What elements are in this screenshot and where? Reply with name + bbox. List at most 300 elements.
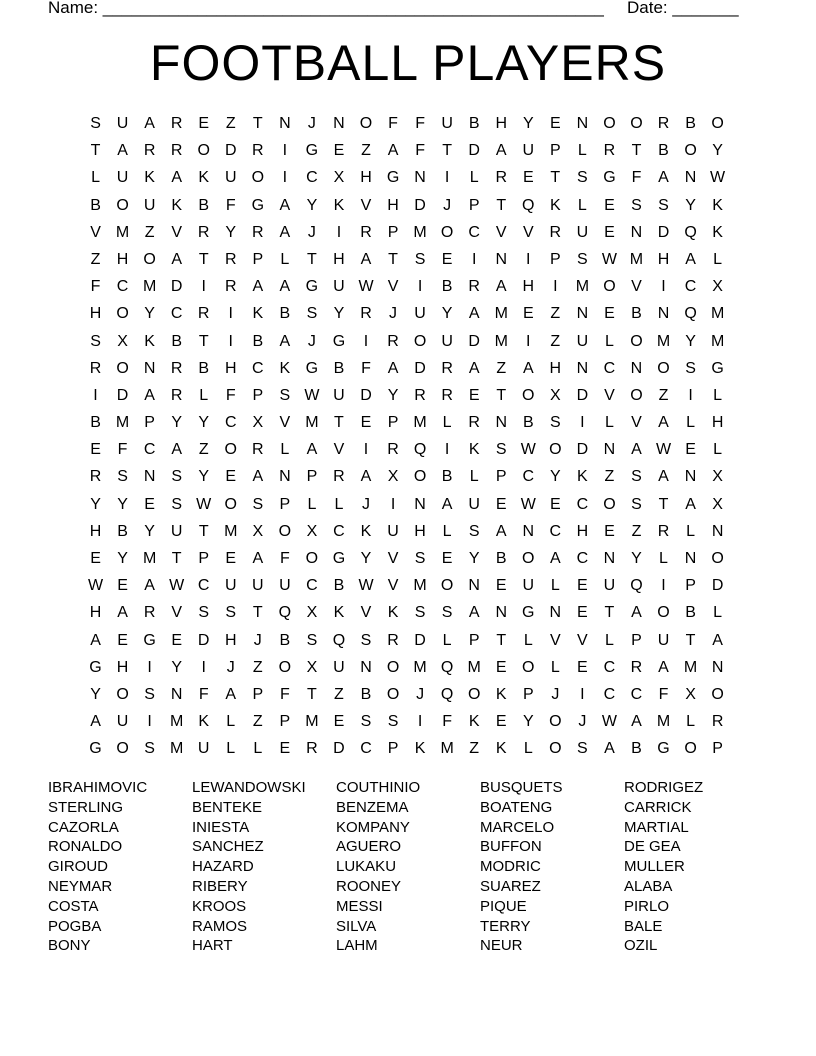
grid-letter[interactable]: B bbox=[685, 604, 696, 622]
grid-letter[interactable]: X bbox=[306, 658, 318, 676]
grid-letter[interactable]: E bbox=[144, 495, 155, 513]
grid-letter[interactable]: S bbox=[685, 359, 696, 377]
grid-letter[interactable]: L bbox=[523, 631, 533, 649]
grid-letter[interactable]: F bbox=[361, 359, 371, 377]
grid-letter[interactable]: Y bbox=[117, 550, 128, 567]
grid-letter[interactable]: R bbox=[468, 414, 480, 432]
grid-letter[interactable]: O bbox=[116, 196, 129, 214]
grid-letter[interactable]: U bbox=[224, 577, 237, 595]
grid-letter[interactable]: J bbox=[443, 196, 452, 214]
grid-letter[interactable]: E bbox=[604, 223, 615, 241]
grid-letter[interactable]: D bbox=[197, 631, 210, 649]
grid-letter[interactable]: Z bbox=[604, 468, 615, 486]
grid-letter[interactable]: U bbox=[116, 115, 129, 132]
grid-letter[interactable]: M bbox=[142, 278, 157, 296]
grid-letter[interactable]: Y bbox=[171, 658, 182, 676]
grid-letter[interactable]: Z bbox=[90, 250, 101, 268]
grid-letter[interactable]: S bbox=[306, 305, 318, 323]
grid-letter[interactable]: E bbox=[577, 658, 588, 676]
grid-letter[interactable]: P bbox=[495, 468, 507, 486]
grid-letter[interactable]: Z bbox=[198, 441, 209, 459]
grid-letter[interactable]: R bbox=[197, 305, 210, 323]
grid-letter[interactable]: L bbox=[577, 196, 587, 214]
grid-letter[interactable]: M bbox=[494, 332, 508, 350]
grid-letter[interactable]: C bbox=[224, 414, 237, 432]
grid-letter[interactable]: L bbox=[442, 414, 452, 432]
grid-letter[interactable]: N bbox=[684, 550, 697, 567]
grid-letter[interactable]: O bbox=[522, 658, 535, 676]
grid-letter[interactable]: D bbox=[468, 142, 480, 160]
grid-letter[interactable]: W bbox=[358, 577, 374, 595]
grid-letter[interactable]: K bbox=[360, 522, 372, 540]
grid-letter[interactable]: Y bbox=[198, 414, 210, 432]
grid-letter[interactable]: A bbox=[441, 495, 453, 513]
grid-letter[interactable]: I bbox=[363, 332, 369, 350]
grid-letter[interactable]: V bbox=[631, 414, 642, 432]
grid-letter[interactable]: C bbox=[630, 685, 643, 703]
grid-letter[interactable]: C bbox=[143, 441, 156, 459]
grid-letter[interactable]: S bbox=[414, 604, 426, 622]
grid-letter[interactable]: C bbox=[306, 577, 318, 595]
grid-letter[interactable]: U bbox=[441, 332, 453, 350]
grid-letter[interactable]: M bbox=[413, 223, 427, 241]
grid-letter[interactable]: E bbox=[549, 115, 561, 132]
grid-letter[interactable]: E bbox=[360, 414, 372, 432]
grid-letter[interactable]: M bbox=[170, 740, 184, 758]
grid-letter[interactable]: W bbox=[169, 577, 185, 595]
grid-letter[interactable]: Q bbox=[522, 196, 535, 214]
grid-letter[interactable]: U bbox=[657, 631, 670, 649]
grid-letter[interactable]: E bbox=[495, 577, 507, 595]
grid-letter[interactable]: R bbox=[360, 305, 372, 323]
grid-letter[interactable]: M bbox=[629, 250, 644, 268]
grid-letter[interactable]: C bbox=[333, 522, 345, 540]
grid-letter[interactable]: I bbox=[661, 278, 666, 296]
grid-letter[interactable]: O bbox=[224, 441, 237, 459]
grid-letter[interactable]: P bbox=[712, 740, 723, 758]
grid-letter[interactable]: X bbox=[685, 685, 696, 703]
grid-letter[interactable]: O bbox=[467, 685, 481, 703]
grid-letter[interactable]: T bbox=[198, 250, 209, 268]
grid-letter[interactable]: M bbox=[494, 305, 508, 323]
grid-letter[interactable]: D bbox=[116, 386, 129, 404]
grid-letter[interactable]: O bbox=[278, 522, 292, 540]
grid-letter[interactable]: A bbox=[144, 386, 155, 404]
grid-letter[interactable]: E bbox=[117, 577, 128, 595]
grid-letter[interactable]: U bbox=[414, 305, 426, 323]
grid-letter[interactable]: K bbox=[577, 468, 588, 486]
grid-letter[interactable]: T bbox=[658, 495, 669, 513]
grid-letter[interactable]: A bbox=[549, 550, 561, 567]
grid-letter[interactable]: U bbox=[279, 577, 291, 595]
grid-letter[interactable]: R bbox=[89, 468, 102, 486]
grid-letter[interactable]: W bbox=[358, 278, 374, 296]
grid-letter[interactable]: R bbox=[170, 115, 183, 132]
grid-letter[interactable]: L bbox=[686, 414, 695, 432]
grid-letter[interactable]: S bbox=[144, 740, 155, 758]
grid-letter[interactable]: G bbox=[522, 604, 535, 622]
grid-letter[interactable]: R bbox=[252, 142, 264, 160]
grid-letter[interactable]: B bbox=[279, 631, 291, 649]
grid-letter[interactable]: B bbox=[198, 359, 210, 377]
grid-letter[interactable]: F bbox=[225, 196, 236, 214]
grid-letter[interactable]: W bbox=[87, 577, 104, 595]
grid-letter[interactable]: B bbox=[441, 278, 453, 296]
grid-letter[interactable]: I bbox=[147, 713, 152, 731]
grid-letter[interactable]: E bbox=[333, 142, 345, 160]
grid-letter[interactable]: O bbox=[413, 332, 427, 350]
grid-letter[interactable]: H bbox=[333, 250, 345, 268]
grid-letter[interactable]: A bbox=[279, 223, 291, 241]
grid-letter[interactable]: O bbox=[549, 441, 562, 459]
grid-letter[interactable]: F bbox=[442, 713, 453, 731]
grid-letter[interactable]: O bbox=[657, 604, 670, 622]
grid-letter[interactable]: B bbox=[333, 577, 345, 595]
grid-letter[interactable]: P bbox=[387, 740, 399, 758]
grid-letter[interactable]: O bbox=[522, 550, 535, 567]
grid-letter[interactable]: C bbox=[549, 522, 562, 540]
grid-letter[interactable]: A bbox=[658, 658, 669, 676]
grid-letter[interactable]: N bbox=[522, 522, 535, 540]
grid-letter[interactable]: F bbox=[658, 685, 669, 703]
grid-letter[interactable]: J bbox=[307, 332, 316, 350]
grid-letter[interactable]: O bbox=[386, 658, 400, 676]
grid-letter[interactable]: W bbox=[196, 495, 212, 513]
grid-letter[interactable]: R bbox=[333, 468, 345, 486]
grid-letter[interactable]: N bbox=[630, 359, 643, 377]
grid-letter[interactable]: N bbox=[576, 115, 589, 132]
grid-letter[interactable]: M bbox=[305, 713, 319, 731]
grid-letter[interactable]: U bbox=[170, 522, 183, 540]
grid-letter[interactable]: P bbox=[306, 468, 318, 486]
grid-letter[interactable]: V bbox=[360, 604, 372, 622]
grid-letter[interactable]: J bbox=[389, 305, 398, 323]
grid-letter[interactable]: L bbox=[550, 658, 560, 676]
grid-letter[interactable]: T bbox=[550, 169, 561, 187]
grid-letter[interactable]: D bbox=[360, 386, 372, 404]
grid-letter[interactable]: O bbox=[305, 550, 319, 567]
grid-letter[interactable]: I bbox=[282, 142, 288, 160]
grid-letter[interactable]: E bbox=[604, 305, 615, 323]
grid-letter[interactable]: N bbox=[549, 604, 562, 622]
grid-letter[interactable]: R bbox=[549, 223, 562, 241]
grid-letter[interactable]: E bbox=[198, 115, 210, 132]
grid-letter[interactable]: V bbox=[387, 278, 399, 296]
grid-letter[interactable]: H bbox=[224, 631, 237, 649]
grid-letter[interactable]: T bbox=[604, 604, 615, 622]
grid-letter[interactable]: L bbox=[280, 250, 290, 268]
grid-letter[interactable]: K bbox=[198, 713, 210, 731]
grid-letter[interactable]: Z bbox=[252, 713, 263, 731]
grid-letter[interactable]: K bbox=[468, 713, 480, 731]
grid-letter[interactable]: K bbox=[198, 169, 210, 187]
grid-letter[interactable]: K bbox=[549, 196, 561, 214]
grid-letter[interactable]: X bbox=[252, 522, 264, 540]
grid-letter[interactable]: K bbox=[414, 740, 426, 758]
grid-letter[interactable]: Y bbox=[117, 495, 128, 513]
grid-letter[interactable]: Y bbox=[441, 305, 453, 323]
grid-letter[interactable]: T bbox=[171, 550, 182, 567]
grid-letter[interactable]: N bbox=[414, 169, 426, 187]
grid-letter[interactable]: P bbox=[549, 250, 561, 268]
grid-letter[interactable]: P bbox=[279, 713, 291, 731]
grid-letter[interactable]: E bbox=[685, 441, 696, 459]
grid-letter[interactable]: K bbox=[333, 604, 345, 622]
grid-letter[interactable]: N bbox=[333, 115, 345, 132]
grid-letter[interactable]: R bbox=[170, 142, 183, 160]
grid-letter[interactable]: D bbox=[170, 278, 183, 296]
grid-letter[interactable]: N bbox=[143, 359, 156, 377]
grid-letter[interactable]: E bbox=[117, 631, 128, 649]
grid-letter[interactable]: O bbox=[224, 495, 237, 513]
grid-letter[interactable]: N bbox=[576, 359, 589, 377]
grid-letter[interactable]: F bbox=[631, 169, 642, 187]
grid-letter[interactable]: A bbox=[495, 522, 507, 540]
grid-letter[interactable]: S bbox=[495, 441, 507, 459]
grid-letter[interactable]: A bbox=[144, 577, 155, 595]
grid-letter[interactable]: A bbox=[387, 359, 399, 377]
grid-letter[interactable]: E bbox=[495, 658, 507, 676]
grid-letter[interactable]: V bbox=[279, 414, 291, 432]
grid-letter[interactable]: N bbox=[630, 223, 643, 241]
grid-letter[interactable]: X bbox=[549, 386, 561, 404]
grid-letter[interactable]: A bbox=[360, 468, 372, 486]
grid-letter[interactable]: T bbox=[252, 115, 263, 132]
grid-letter[interactable]: Y bbox=[144, 305, 155, 323]
grid-letter[interactable]: S bbox=[144, 685, 155, 703]
grid-letter[interactable]: Q bbox=[440, 685, 454, 703]
grid-letter[interactable]: Q bbox=[440, 658, 454, 676]
grid-letter[interactable]: G bbox=[305, 142, 319, 160]
grid-letter[interactable]: M bbox=[683, 658, 698, 676]
grid-letter[interactable]: Z bbox=[144, 223, 155, 241]
grid-letter[interactable]: A bbox=[225, 685, 237, 703]
grid-letter[interactable]: U bbox=[333, 658, 345, 676]
grid-letter[interactable]: L bbox=[686, 713, 695, 731]
grid-letter[interactable]: A bbox=[171, 441, 182, 459]
grid-letter[interactable]: N bbox=[657, 305, 670, 323]
grid-letter[interactable]: N bbox=[684, 169, 697, 187]
grid-letter[interactable]: T bbox=[198, 522, 209, 540]
grid-letter[interactable]: N bbox=[360, 658, 372, 676]
grid-letter[interactable]: N bbox=[495, 414, 507, 432]
grid-letter[interactable]: B bbox=[495, 550, 507, 567]
grid-letter[interactable]: C bbox=[360, 740, 372, 758]
grid-letter[interactable]: E bbox=[468, 386, 480, 404]
grid-letter[interactable]: P bbox=[387, 223, 399, 241]
grid-letter[interactable]: K bbox=[144, 332, 155, 350]
grid-letter[interactable]: R bbox=[89, 359, 102, 377]
grid-letter[interactable]: L bbox=[307, 495, 317, 513]
grid-letter[interactable]: O bbox=[657, 359, 670, 377]
grid-letter[interactable]: N bbox=[279, 468, 291, 486]
grid-letter[interactable]: A bbox=[468, 305, 480, 323]
grid-letter[interactable]: I bbox=[526, 250, 531, 268]
grid-letter[interactable]: W bbox=[655, 441, 672, 459]
grid-letter[interactable]: I bbox=[580, 414, 585, 432]
grid-letter[interactable]: Q bbox=[684, 223, 697, 241]
grid-letter[interactable]: R bbox=[224, 250, 237, 268]
grid-letter[interactable]: X bbox=[306, 604, 318, 622]
grid-letter[interactable]: G bbox=[711, 359, 724, 377]
grid-letter[interactable]: V bbox=[171, 604, 182, 622]
grid-letter[interactable]: L bbox=[550, 577, 560, 595]
grid-letter[interactable]: E bbox=[495, 495, 507, 513]
grid-letter[interactable]: V bbox=[631, 278, 642, 296]
grid-letter[interactable]: V bbox=[333, 441, 345, 459]
grid-letter[interactable]: T bbox=[631, 142, 642, 160]
grid-letter[interactable]: A bbox=[685, 495, 696, 513]
grid-letter[interactable]: X bbox=[712, 495, 723, 513]
grid-letter[interactable]: S bbox=[279, 386, 291, 404]
grid-letter[interactable]: Y bbox=[144, 522, 155, 540]
grid-letter[interactable]: A bbox=[252, 550, 264, 567]
grid-letter[interactable]: I bbox=[444, 441, 450, 459]
grid-letter[interactable]: V bbox=[171, 223, 182, 241]
grid-letter[interactable]: A bbox=[604, 740, 615, 758]
grid-letter[interactable]: U bbox=[197, 740, 210, 758]
grid-letter[interactable]: C bbox=[468, 223, 480, 241]
grid-letter[interactable]: R bbox=[224, 278, 237, 296]
grid-letter[interactable]: N bbox=[711, 522, 724, 540]
grid-letter[interactable]: I bbox=[471, 250, 477, 268]
grid-letter[interactable]: G bbox=[251, 196, 265, 214]
grid-letter[interactable]: G bbox=[305, 278, 319, 296]
grid-letter[interactable]: T bbox=[685, 631, 696, 649]
grid-letter[interactable]: K bbox=[495, 685, 507, 703]
grid-letter[interactable]: S bbox=[631, 468, 642, 486]
grid-letter[interactable]: S bbox=[90, 332, 101, 350]
grid-letter[interactable]: X bbox=[712, 468, 723, 486]
grid-letter[interactable]: O bbox=[630, 386, 643, 404]
grid-letter[interactable]: I bbox=[201, 278, 206, 296]
grid-letter[interactable]: A bbox=[306, 441, 318, 459]
grid-letter[interactable]: B bbox=[279, 305, 291, 323]
grid-letter[interactable]: K bbox=[171, 196, 182, 214]
grid-letter[interactable]: Y bbox=[387, 386, 399, 404]
grid-letter[interactable]: M bbox=[413, 414, 427, 432]
grid-letter[interactable]: W bbox=[601, 713, 617, 731]
grid-letter[interactable]: F bbox=[279, 550, 290, 567]
grid-letter[interactable]: D bbox=[576, 386, 589, 404]
grid-letter[interactable]: Y bbox=[333, 305, 345, 323]
grid-letter[interactable]: A bbox=[658, 169, 669, 187]
grid-letter[interactable]: N bbox=[711, 658, 724, 676]
grid-letter[interactable]: B bbox=[631, 305, 642, 323]
grid-letter[interactable]: G bbox=[305, 359, 319, 377]
grid-letter[interactable]: O bbox=[116, 685, 129, 703]
grid-letter[interactable]: X bbox=[387, 468, 399, 486]
grid-letter[interactable]: N bbox=[170, 685, 183, 703]
grid-letter[interactable]: R bbox=[143, 604, 156, 622]
grid-letter[interactable]: B bbox=[90, 414, 101, 432]
grid-letter[interactable]: M bbox=[142, 550, 157, 567]
grid-letter[interactable]: N bbox=[603, 441, 616, 459]
grid-letter[interactable]: I bbox=[336, 223, 342, 241]
grid-letter[interactable]: R bbox=[170, 386, 183, 404]
grid-letter[interactable]: I bbox=[201, 658, 206, 676]
grid-letter[interactable]: B bbox=[171, 332, 182, 350]
grid-letter[interactable]: H bbox=[576, 522, 589, 540]
grid-letter[interactable]: R bbox=[630, 658, 643, 676]
grid-letter[interactable]: V bbox=[495, 223, 507, 241]
grid-letter[interactable]: W bbox=[601, 250, 617, 268]
grid-letter[interactable]: R bbox=[387, 332, 399, 350]
grid-letter[interactable]: E bbox=[604, 522, 615, 540]
grid-letter[interactable]: L bbox=[334, 495, 344, 513]
grid-letter[interactable]: I bbox=[526, 332, 531, 350]
grid-letter[interactable]: R bbox=[143, 142, 156, 160]
grid-letter[interactable]: B bbox=[90, 196, 101, 214]
grid-letter[interactable]: H bbox=[360, 169, 372, 187]
grid-letter[interactable]: O bbox=[116, 305, 129, 323]
grid-letter[interactable]: L bbox=[659, 550, 668, 567]
grid-letter[interactable]: R bbox=[170, 359, 183, 377]
grid-letter[interactable]: U bbox=[387, 522, 399, 540]
grid-letter[interactable]: F bbox=[198, 685, 209, 703]
grid-letter[interactable]: Y bbox=[225, 223, 237, 241]
grid-letter[interactable]: T bbox=[388, 250, 398, 268]
grid-letter[interactable]: H bbox=[522, 278, 535, 296]
grid-letter[interactable]: T bbox=[496, 196, 507, 214]
grid-letter[interactable]: P bbox=[144, 414, 155, 432]
grid-letter[interactable]: I bbox=[228, 332, 233, 350]
grid-letter[interactable]: H bbox=[495, 115, 507, 132]
grid-letter[interactable]: S bbox=[252, 495, 264, 513]
grid-letter[interactable]: B bbox=[117, 522, 128, 540]
grid-letter[interactable]: E bbox=[90, 441, 101, 459]
grid-letter[interactable]: S bbox=[658, 196, 669, 214]
grid-letter[interactable]: Y bbox=[522, 115, 534, 132]
grid-letter[interactable]: N bbox=[414, 495, 426, 513]
grid-letter[interactable]: W bbox=[304, 386, 320, 404]
grid-letter[interactable]: C bbox=[170, 305, 183, 323]
grid-letter[interactable]: B bbox=[685, 115, 696, 132]
grid-letter[interactable]: O bbox=[630, 115, 643, 132]
grid-letter[interactable]: E bbox=[171, 631, 182, 649]
grid-letter[interactable]: D bbox=[333, 740, 345, 758]
grid-letter[interactable]: E bbox=[549, 495, 561, 513]
grid-letter[interactable]: S bbox=[171, 495, 182, 513]
grid-letter[interactable]: A bbox=[171, 169, 182, 187]
grid-letter[interactable]: M bbox=[115, 223, 130, 241]
grid-letter[interactable]: E bbox=[522, 305, 534, 323]
grid-letter[interactable]: C bbox=[576, 495, 589, 513]
grid-letter[interactable]: A bbox=[117, 604, 128, 622]
grid-letter[interactable]: T bbox=[90, 142, 101, 160]
grid-letter[interactable]: M bbox=[413, 658, 427, 676]
grid-letter[interactable]: S bbox=[441, 604, 453, 622]
grid-letter[interactable]: Y bbox=[712, 142, 723, 160]
grid-letter[interactable]: K bbox=[279, 359, 291, 377]
grid-letter[interactable]: O bbox=[440, 577, 454, 595]
grid-letter[interactable]: R bbox=[306, 740, 318, 758]
grid-letter[interactable]: G bbox=[143, 631, 156, 649]
grid-letter[interactable]: O bbox=[711, 550, 724, 567]
grid-letter[interactable]: H bbox=[89, 604, 102, 622]
grid-letter[interactable]: E bbox=[279, 740, 291, 758]
grid-letter[interactable]: A bbox=[495, 142, 507, 160]
grid-letter[interactable]: U bbox=[224, 169, 237, 187]
grid-letter[interactable]: N bbox=[143, 468, 156, 486]
grid-letter[interactable]: O bbox=[603, 115, 616, 132]
grid-letter[interactable]: S bbox=[198, 604, 210, 622]
grid-letter[interactable]: A bbox=[90, 713, 101, 731]
grid-letter[interactable]: H bbox=[89, 522, 102, 540]
grid-letter[interactable]: B bbox=[522, 414, 534, 432]
grid-letter[interactable]: I bbox=[580, 685, 585, 703]
grid-letter[interactable]: S bbox=[577, 740, 588, 758]
